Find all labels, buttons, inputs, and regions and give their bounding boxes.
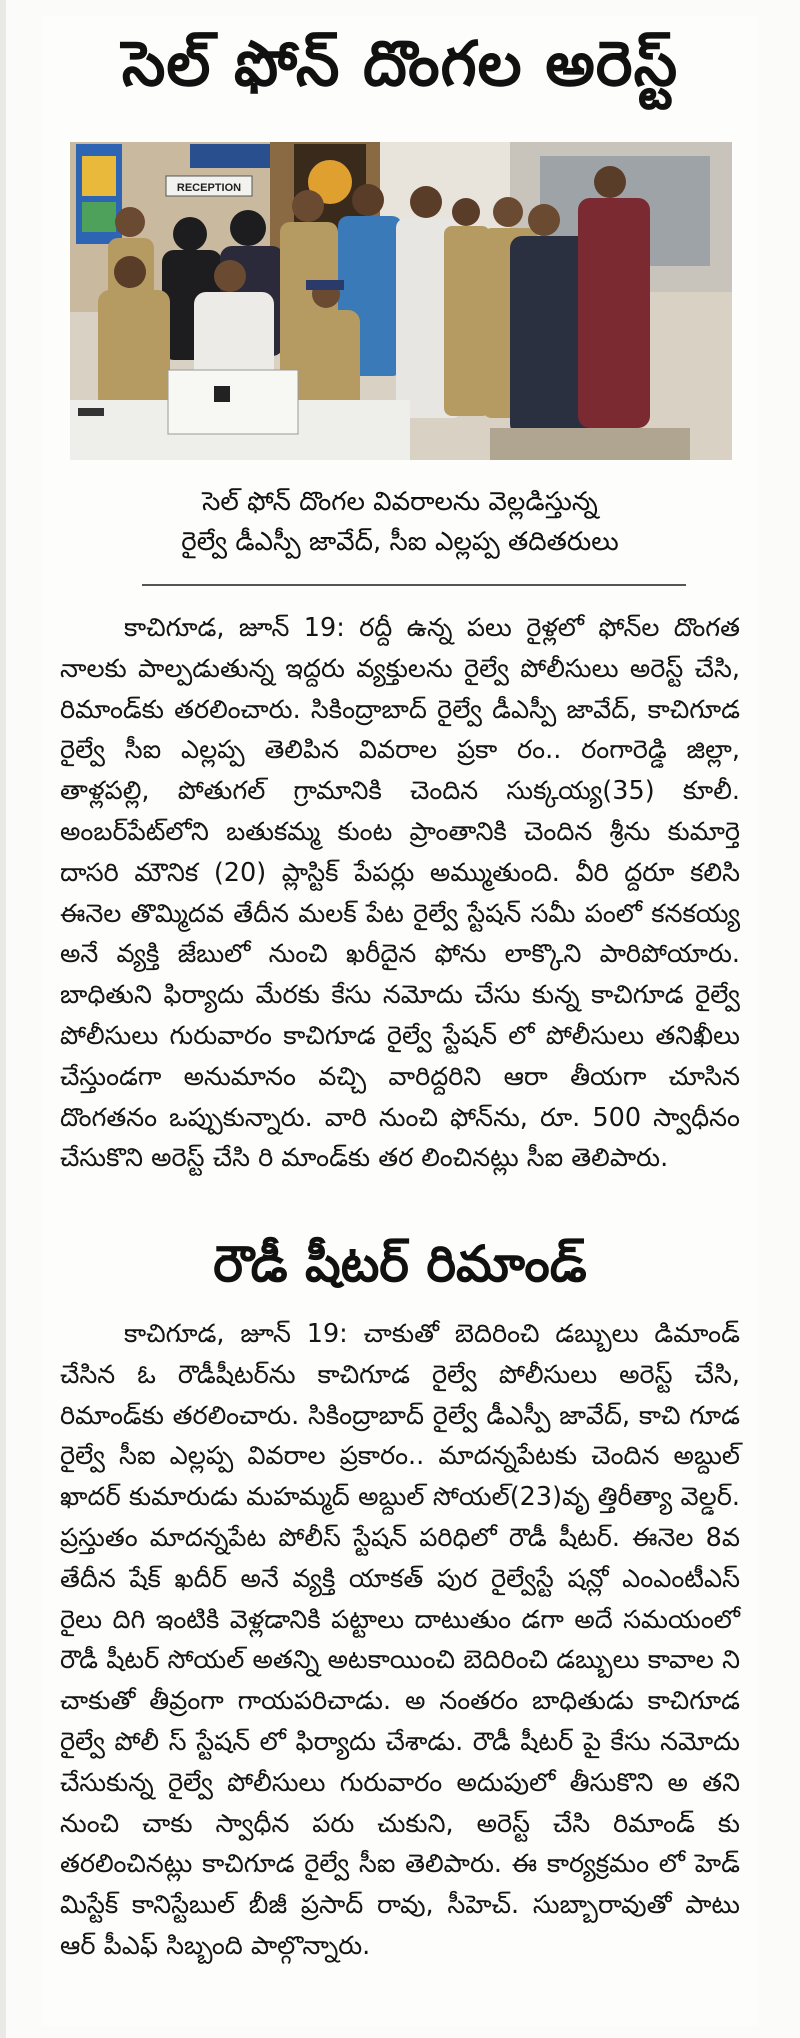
caption-line-2: రైల్వే డీఎస్పీ జావేద్, సీఐ ఎల్లప్ప తదితరులు	[181, 527, 619, 557]
subheadline: రౌడీ షీటర్ రిమాండ్	[213, 1235, 587, 1293]
article-body-1: కాచిగూడ, జూన్ 19: రద్దీ ఉన్న పలు రైళ్లలో ఫోన్‌ల దొంగత నాలకు పాల్పడుతున్న ఇద్దరు వ్యక్తులను రైల్వే పోలీసులు అరెస్ట్ చేసి, రిమాండ్‌కు తరలించారు. సికింద్రాబాద్ రైల్వే డీఎస్పీ జావేద్, కాచిగూడ రైల్వే సీఐ ఎల్లప్ప తెలిపిన వివరాల ప్రకా రం.. రంగారెడ్డి జిల్లా, తాళ్లపల్లి, పోతుగల్ గ్రామానికి చెందిన సుక్కయ్య(35) కూలీ. అంబర్‌పేట్‌లోని బతుకమ్మ కుంట ప్రాంతానికి చెందిన శ్రీను కుమార్తె దాసరి మౌనిక (20) ప్లాస్టిక్ పేపర్లు అమ్ముతుంది. వీరి ద్దరూ కలిసి ఈనెల తొమ్మిదవ తేదీన మలక్ పేట రైల్వే స్టేషన్ సమీ పంలో కనకయ్య అనే వ్యక్తి జేబులో నుంచి ఖరీదైన ఫోను లాక్కొని పారిపోయారు. బాధితుని ఫిర్యాదు మేరకు కేసు నమోదు చేసు కున్న కాచిగూడ రైల్వే పోలీసులు గురువారం కాచిగూడ రైల్వే స్టేషన్ లో పోలీసులు తనిఖీలు చేస్తుండగా అనుమానం వచ్చి వారిద్దరిని ఆరా తీయగా చూసిన దొంగతనం ఒప్పుకున్నారు. వారి నుంచి ఫోన్‌ను, రూ. 500 స్వాధీనం చేసుకొని అరెస్ట్ చేసి రి మాండ్‌కు తర లించినట్లు సీఐ తెలిపారు.	[60, 613, 740, 1174]
photo-caption	[42, 482, 758, 562]
caption-line-1: సెల్ ఫోన్ దొంగల వివరాలను వెల్లడిస్తున్న	[202, 487, 598, 517]
news-photo	[70, 142, 732, 460]
headline: సెల్ ఫోన్ దొంగల అరెస్ట్	[121, 27, 679, 100]
article-body-2: కాచిగూడ, జూన్ 19: చాకుతో బెదిరించి డబ్బులు డిమాండ్ చేసిన ఓ రౌడీషీటర్‌ను కాచిగూడ రైల్వే పోలీసులు అరెస్ట్ చేసి, రిమాండ్‌కు తరలించారు. సికింద్రాబాద్ రైల్వే డీఎస్పీ జావేద్, కాచి గూడ రైల్వే సీఐ ఎల్లప్ప వివరాల ప్రకారం.. మాదన్నపేటకు చెందిన అబ్దుల్ ఖాదర్ కుమారుడు మహమ్మద్ అబ్దుల్ సోయల్(23)వృ త్తిరీత్యా వెల్డర్. ప్రస్తుతం మాదన్నపేట పోలీస్ స్టేషన్ పరిధిలో రౌడీ షీటర్. ఈనెల 8వ తేదీన షేక్ ఖదీర్ అనే వ్యక్తి యాకత్ పుర రైల్వేస్టే షన్లో ఎంఎంటీఎస్ రైలు దిగి ఇంటికి వెళ్లడానికి పట్టాలు దాటుతుం డగా అదే సమయంలో రౌడీ షీటర్ సోయల్ అతన్ని అటకాయించి బెదిరించి డబ్బులు కావాల ని చాకుతో తీవ్రంగా గాయపరిచాడు. అ నంతరం బాధితుడు కాచిగూడ రైల్వే పోలీ స్ స్టేషన్ లో ఫిర్యాదు చేశాడు. రౌడీ షీటర్ పై కేసు నమోదు చేసుకున్న రైల్వే పోలీసులు గురువారం అదుపులో తీసుకొని అ తని నుంచి చాకు స్వాధీన పరు చుకుని, అరెస్ట్ చేసి రిమాండ్ కు తరలించినట్లు కాచిగూడ రైల్వే సీఐ తెలిపారు. ఈ కార్యక్రమం లో హెడ్ మిస్టేక్ కానిస్టేబుల్ బీజీ ప్రసాద్ రావు, సీహెచ్. సుబ్బారావుతో పాటు ఆర్ పీఎఫ్ సిబ్బంది పాల్గొన్నారు.	[60, 1319, 740, 1961]
police-group-photo	[70, 142, 732, 460]
scan-edge	[0, 0, 6, 2038]
newspaper-clipping	[42, 16, 758, 2026]
reception-sign: RECEPTION	[176, 182, 242, 194]
divider	[142, 584, 686, 586]
